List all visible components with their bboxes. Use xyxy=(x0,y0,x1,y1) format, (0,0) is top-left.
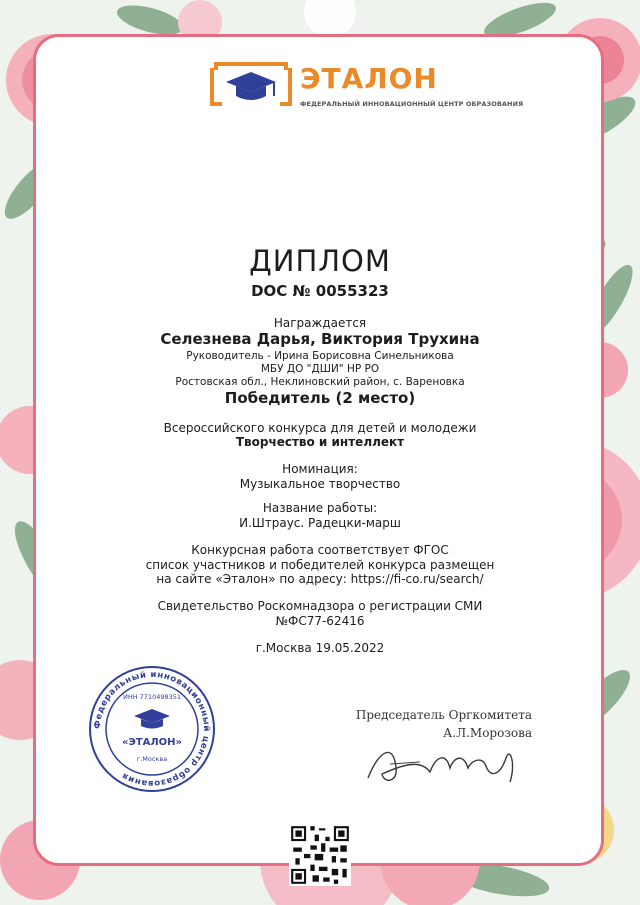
rkn-line-2: №ФС77-62416 xyxy=(275,614,365,628)
organization-seal xyxy=(88,665,216,793)
issue-date: г.Москва 19.05.2022 xyxy=(255,641,385,655)
logo-name: ЭТАЛОН xyxy=(300,62,438,95)
fgos-line-1: Конкурсная работа соответствует ФГОС xyxy=(191,543,449,557)
document-number: DOC № 0055323 xyxy=(251,282,389,300)
seal-inn: ИНН 7710498351 xyxy=(122,693,182,701)
fgos-line-3: на сайте «Эталон» по адресу: https://fi-co.ru/search/ xyxy=(156,572,484,586)
rkn-line-1: Свидетельство Роскомнадзора о регистрации СМИ xyxy=(157,599,483,613)
logo-subtitle: ФЕДЕРАЛЬНЫЙ ИННОВАЦИОННЫЙ ЦЕНТР ОБРАЗОВАНИЯ xyxy=(300,100,524,108)
work-title-value: И.Штраус. Радецки-марш xyxy=(239,516,401,530)
handwritten-signature xyxy=(360,738,530,790)
svg-text:Федеральный инновационный цент xyxy=(93,670,211,788)
nomination-value: Музыкальное творчество xyxy=(239,477,401,491)
seal-city: г.Москва xyxy=(136,755,168,763)
place-result: Победитель (2 место) xyxy=(224,389,416,407)
work-title-label: Название работы: xyxy=(262,501,378,515)
seal-ring-text: Федеральный инновационный центр образования xyxy=(92,669,212,789)
chair-name: А.Л.Морозова xyxy=(443,726,532,740)
region-line: Ростовская обл., Неклиновский район, с. Вареновка xyxy=(175,376,465,388)
seal-name: «ЭТАЛОН» xyxy=(122,737,182,748)
fgos-line-2: список участников и победителей конкурса размещен xyxy=(145,558,495,572)
awarded-label: Награждается xyxy=(273,316,367,330)
recipient-names: Селезнева Дарья, Виктория Трухина xyxy=(160,330,480,348)
contest-name: Творчество и интеллект xyxy=(235,435,405,449)
qr-code[interactable] xyxy=(289,824,351,886)
graduation-cap-icon xyxy=(208,60,294,112)
nomination-label: Номинация: xyxy=(282,462,358,476)
leader-line: Руководитель - Ирина Борисовна Синельникова xyxy=(186,350,454,362)
contest-line: Всероссийского конкурса для детей и молодежи xyxy=(163,421,477,435)
chair-title: Председатель Оргкомитета xyxy=(355,708,532,722)
diploma-title: ДИПЛОМ xyxy=(249,244,391,278)
etalon-logo xyxy=(208,60,524,116)
school-line: МБУ ДО "ДШИ" НР РО xyxy=(260,363,380,375)
